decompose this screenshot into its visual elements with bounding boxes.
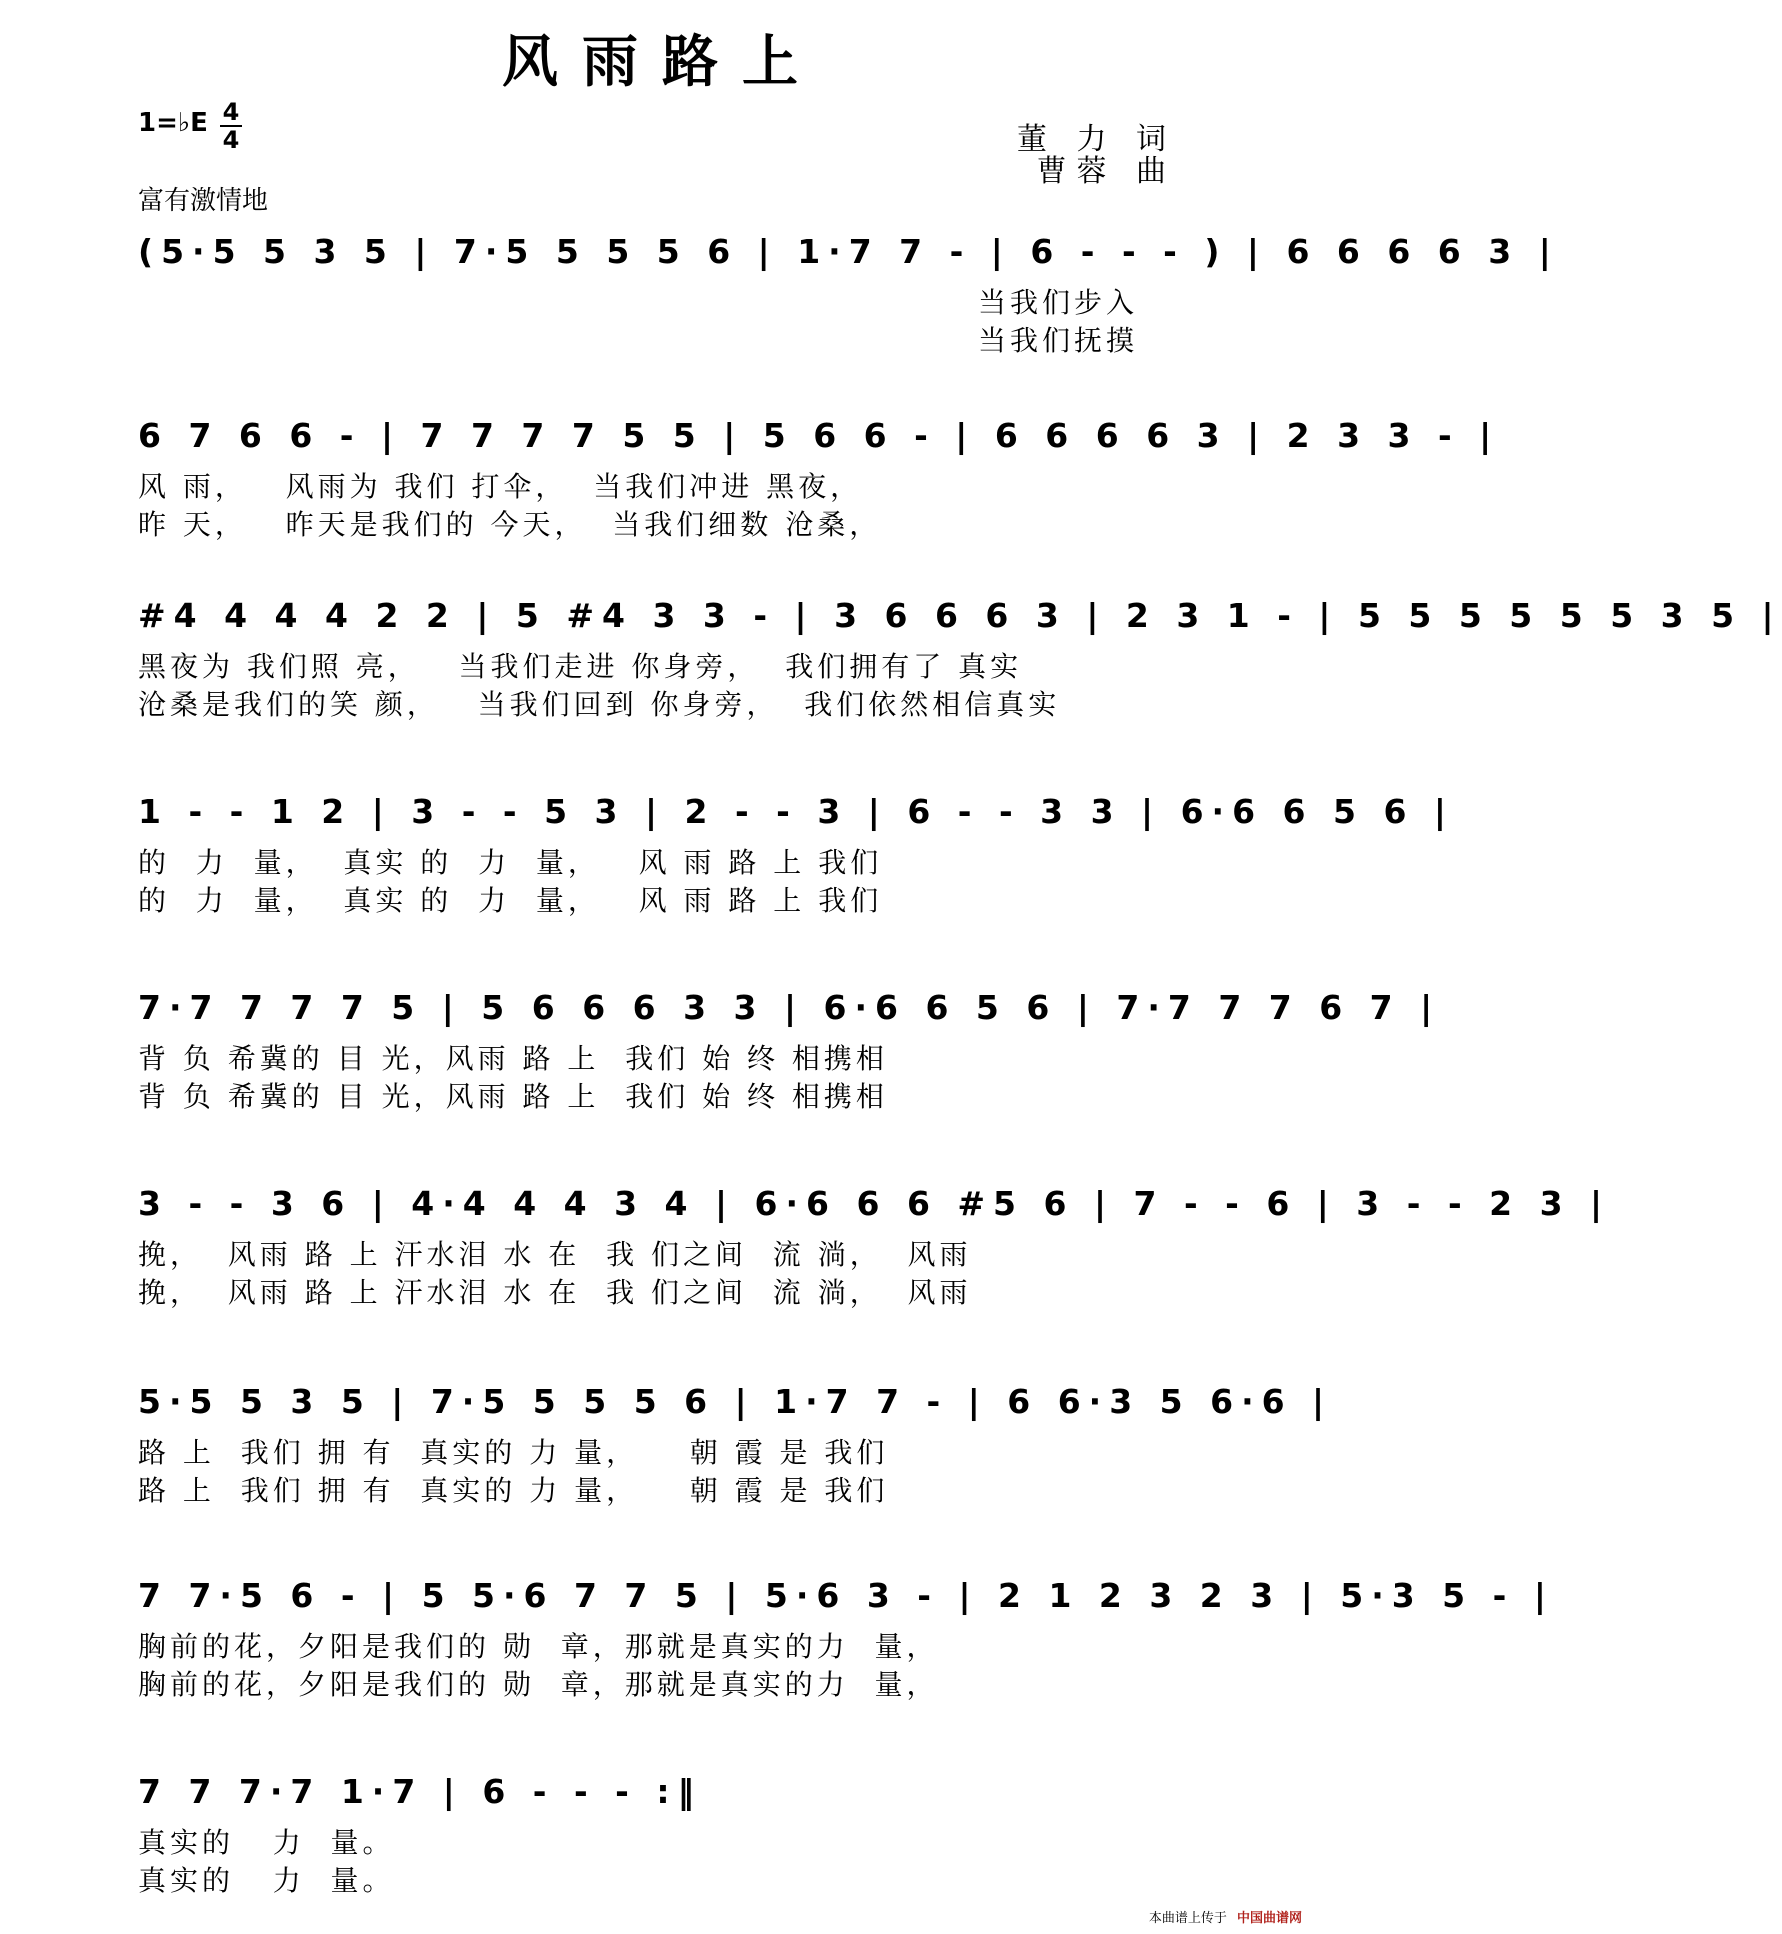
staff-system-4 (138, 784, 1454, 920)
time-numerator: 4 (222, 98, 240, 126)
tempo-marking: 富有激情地 (138, 186, 269, 216)
lyric-verse-2: 的 力 量， 真实 的 力 量， 风 雨 路 上 我们 (138, 884, 883, 917)
staff-system-8 (138, 1568, 1554, 1704)
time-signature (220, 100, 242, 152)
lyric-verse-2: 挽， 风雨 路 上 汗水泪 水 在 我 们之间 流 淌， 风雨 (138, 1276, 972, 1309)
lyricist: 董 力 词 (1016, 122, 1176, 157)
footer-watermark (1149, 1907, 1302, 1926)
notation-line: 5·5 5 3 5 | 7·5 5 5 5 6 | 1·7 7 - | 6 6·3 5 6·6 | (138, 1382, 1333, 1421)
lyrics-block (138, 1040, 1188, 1116)
notation-line: 7 7 7·7 1·7 | 6 - - - :‖ (138, 1772, 703, 1811)
lyric-verse-1: 真实的 力 量。 (138, 1826, 395, 1859)
lyrics-block (138, 468, 1188, 544)
credits (1017, 124, 1176, 188)
lyrics-block (138, 844, 1188, 920)
lyrics-block (138, 1236, 1188, 1312)
lyrics-block (138, 648, 1188, 724)
lyric-verse-2: 背 负 希冀的 目 光，风雨 路 上 我们 始 终 相携相 (138, 1080, 888, 1113)
notation-line: #4 4 4 4 2 2 | 5 #4 3 3 - | 3 6 6 6 3 | 2 3 1 - | 5 5 5 5 5 5 3 5 | (138, 596, 1782, 635)
site-logo[interactable]: 中国曲谱网 (1236, 1911, 1302, 1926)
lyric-verse-1: 挽， 风雨 路 上 汗水泪 水 在 我 们之间 流 淌， 风雨 (138, 1238, 972, 1271)
composer: 曹蓉 曲 (1036, 154, 1176, 189)
lyric-verse-2: 沧桑是我们的笑 颜， 当我们回到 你身旁， 我们依然相信真实 (138, 688, 1061, 721)
lyric-verse-1: 的 力 量， 真实 的 力 量， 风 雨 路 上 我们 (138, 846, 883, 879)
lyrics-block (138, 1434, 1188, 1510)
staff-system-2 (138, 408, 1500, 544)
lyric-verse-2: 昨 天， 昨天是我们的 今天， 当我们细数 沧桑， (138, 508, 882, 541)
notation-line: 6 7 6 6 - | 7 7 7 7 5 5 | 5 6 6 - | 6 6 6 6 3 | 2 3 3 - | (138, 416, 1500, 455)
lyric-verse-2: 真实的 力 量。 (138, 1864, 395, 1897)
staff-system-5 (138, 980, 1441, 1116)
staff-system-9 (138, 1764, 1188, 1900)
lyric-verse-2: 路 上 我们 拥 有 真实的 力 量， 朝 霞 是 我们 (138, 1474, 889, 1507)
lyric-verse-1: 背 负 希冀的 目 光，风雨 路 上 我们 始 终 相携相 (138, 1042, 888, 1075)
staff-system-7 (138, 1374, 1333, 1510)
staff-system-1 (138, 224, 1559, 360)
notation-line: 1 - - 1 2 | 3 - - 5 3 | 2 - - 3 | 6 - - 3 3 | 6·6 6 5 6 | (138, 792, 1454, 831)
upload-text: 本曲谱上传于 (1148, 1911, 1227, 1926)
lyric-verse-1: 黑夜为 我们照 亮， 当我们走进 你身旁， 我们拥有了 真实 (138, 650, 1023, 683)
time-denominator: 4 (222, 126, 240, 154)
notation-line: (5·5 5 3 5 | 7·5 5 5 5 6 | 1·7 7 - | 6 - - - ) | 6 6 6 6 3 | (138, 232, 1559, 271)
staff-system-3 (138, 588, 1782, 724)
lyric-verse-2: 胸前的花，夕阳是我们的 勋 章，那就是真实的力 量， (138, 1668, 939, 1701)
lyric-verse-1: 胸前的花，夕阳是我们的 勋 章，那就是真实的力 量， (138, 1630, 939, 1663)
staff-system-6 (138, 1176, 1611, 1312)
lyric-verse-1: 路 上 我们 拥 有 真实的 力 量， 朝 霞 是 我们 (138, 1436, 889, 1469)
lyric-verse-1: 风 雨， 风雨为 我们 打伞， 当我们冲进 黑夜， (138, 470, 863, 503)
lyrics-block (138, 1628, 1188, 1704)
lyrics-block (138, 1824, 1188, 1900)
lyric-verse-1: 当我们步入 (978, 286, 1139, 319)
key-signature: 1=♭E (138, 108, 208, 138)
lyric-verse-2: 当我们抚摸 (978, 324, 1139, 357)
score-title: 风雨路上 (502, 29, 822, 95)
notation-line: 7 7·5 6 - | 5 5·6 7 7 5 | 5·6 3 - | 2 1 2 3 2 3 | 5·3 5 - | (138, 1576, 1554, 1615)
notation-line: 7·7 7 7 7 5 | 5 6 6 6 3 3 | 6·6 6 5 6 | 7·7 7 7 6 7 | (138, 988, 1441, 1027)
lyrics-block (978, 284, 1188, 360)
notation-line: 3 - - 3 6 | 4·4 4 4 3 4 | 6·6 6 6 #5 6 | 7 - - 6 | 3 - - 2 3 | (138, 1184, 1611, 1223)
